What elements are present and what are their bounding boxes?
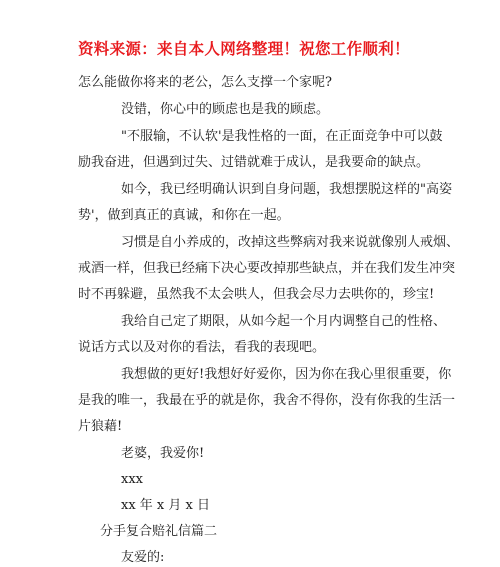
- paragraph-4-line-3: 时不再躲避，虽然我不太会哄人，但我会尽力去哄你的，珍宝!: [78, 287, 435, 302]
- next-letter-salutation: 友爱的:: [121, 550, 165, 565]
- signature: xxx: [121, 472, 143, 487]
- closing-line: 老婆，我爱你!: [121, 446, 205, 461]
- paragraph-1: 没错，你心中的顾虑也是我的顾虑。: [121, 102, 330, 117]
- question-line: 怎么能做你将来的老公，怎么支撑一个家呢?: [78, 75, 332, 90]
- date-line: xx 年 x 月 x 日: [121, 498, 210, 513]
- paragraph-6-line-3: 片狼藉!: [78, 419, 123, 434]
- paragraph-4-line-2: 戒酒一样，但我已经痛下决心要改掉那些缺点，并在我们发生冲突: [78, 261, 456, 276]
- next-letter-title: 分手复合赔礼信篇二: [100, 524, 218, 539]
- paragraph-4-line-1: 习惯是自小养成的，改掉这些弊病对我来说就像别人戒烟、: [121, 235, 460, 250]
- paragraph-6-line-1: 我想做的更好!我想好好爱你，因为你在我心里很重要，你: [121, 367, 452, 382]
- paragraph-5-line-1: 我给自己定了期限，从如今起一个月内调整自己的性格、: [121, 314, 447, 329]
- paragraph-2-line-2: 励我奋进，但遇到过失、过错就难于成认，是我要命的缺点。: [78, 155, 430, 170]
- source-banner: 资料来源：来自本人网络整理！祝您工作顺利！: [78, 39, 410, 58]
- paragraph-5-line-2: 说话方式以及对你的看法，看我的表现吧。: [78, 340, 326, 355]
- paragraph-3-line-2: 势'，做到真正的真诚，和你在一起。: [78, 208, 290, 223]
- paragraph-2-line-1: "不服输，不认软'是我性格的一面，在正面竞争中可以鼓: [121, 129, 443, 144]
- paragraph-3-line-1: 如今，我已经明确认识到自身问题，我想摆脱这样的"高姿: [121, 182, 452, 197]
- paragraph-6-line-2: 是我的唯一，我最在乎的就是你，我舍不得你，没有你我的生活一: [78, 393, 456, 408]
